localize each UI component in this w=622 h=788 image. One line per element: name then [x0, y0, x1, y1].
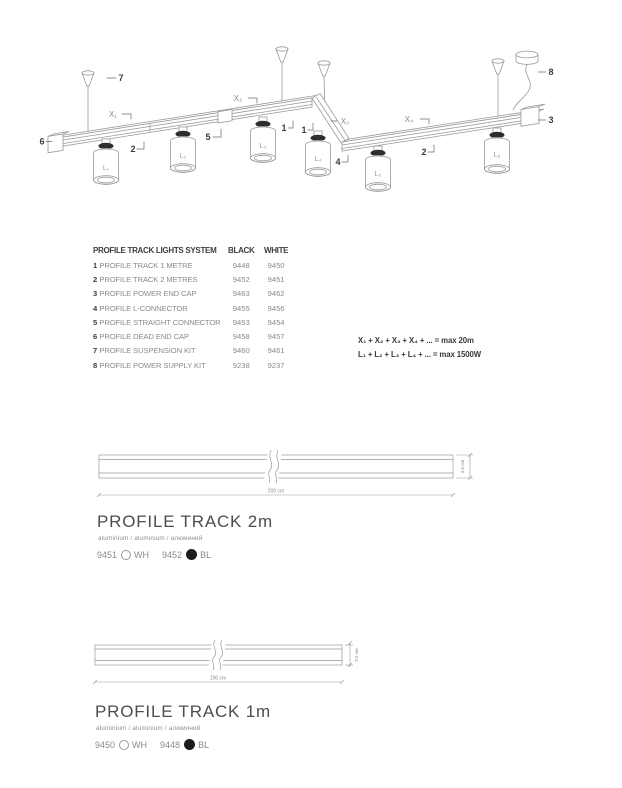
- light-l6-label: L₆: [493, 152, 501, 159]
- suspension-cone-icon: [276, 47, 288, 62]
- code-white: 9450: [95, 739, 116, 750]
- variant-white-label: WH: [132, 739, 148, 750]
- variant-black-label: BL: [200, 549, 212, 560]
- table-row: [93, 301, 293, 315]
- span-x4-label: X₄: [404, 115, 414, 124]
- light-l5-label: L₅: [374, 171, 382, 178]
- system-diagram: [0, 0, 622, 232]
- row-number: 7: [93, 346, 98, 356]
- row-code-black: 9448: [232, 260, 250, 270]
- callout-1a: 1: [281, 123, 287, 133]
- span-x2-label: X₂: [233, 94, 243, 103]
- row-code-black: 9452: [232, 274, 250, 284]
- power-end-cap-icon: [521, 104, 545, 126]
- row-name: PROFILE TRACK 1 METRE: [99, 260, 193, 270]
- length-dimension-label: 100 cm: [209, 675, 227, 682]
- row-code-white: 9457: [267, 332, 285, 342]
- span-x3-label: X₃: [340, 117, 350, 126]
- row-code-white: 9461: [267, 346, 285, 356]
- row-name: PROFILE DEAD END CAP: [99, 332, 189, 342]
- span-x1-label: X₁: [108, 110, 118, 119]
- row-code-white: 9462: [267, 289, 285, 299]
- callout-7: 7: [118, 73, 124, 83]
- table-row: [93, 272, 293, 286]
- length-dimension-label: 200 cm: [267, 488, 285, 495]
- variant-black-label: BL: [198, 739, 210, 750]
- row-number: 5: [93, 317, 98, 327]
- track-run-b: [342, 109, 544, 151]
- callout-8: 8: [548, 67, 554, 77]
- row-name: PROFILE POWER SUPPLY KIT: [99, 360, 206, 370]
- row-code-black: 9238: [232, 360, 250, 370]
- light-l4-label: L₄: [314, 156, 322, 163]
- suspension-cone-icon: [318, 61, 330, 76]
- code-white: 9451: [97, 549, 118, 560]
- row-number: 6: [93, 332, 98, 342]
- max-length-formula: X₁ + X₂ + X₃ + X₄ + ... = max 20m: [358, 336, 474, 345]
- light-l2-label: L₂: [179, 153, 187, 160]
- callout-2a: 2: [130, 144, 136, 154]
- variant-white-label: WH: [134, 549, 150, 560]
- spotlight-l2: [171, 127, 196, 172]
- spotlight-l1: [94, 139, 119, 184]
- table-row: [93, 329, 293, 343]
- row-code-black: 9453: [232, 317, 250, 327]
- table-title: PROFILE TRACK LIGHTS SYSTEM: [93, 246, 217, 255]
- product-1m-materials: aluminium / aluminium / алюминий: [96, 725, 201, 732]
- row-name: PROFILE SUSPENSION KIT: [99, 346, 196, 356]
- white-swatch-icon: [121, 550, 131, 560]
- spotlight-l6: [485, 128, 510, 173]
- callout-3: 3: [548, 115, 554, 125]
- callout-leaders: [46, 72, 546, 162]
- table-row: [93, 358, 293, 372]
- column-white: WHITE: [263, 246, 289, 255]
- callout-4: 4: [335, 157, 341, 167]
- row-name: PROFILE STRAIGHT CONNECTOR: [99, 317, 221, 327]
- parts-table: [93, 243, 293, 372]
- product-2m-codes: [97, 549, 211, 560]
- callout-6: 6: [39, 136, 45, 147]
- white-swatch-icon: [119, 740, 129, 750]
- track-1m-drawing: [88, 638, 378, 693]
- callout-2b: 2: [421, 147, 427, 157]
- row-number: 2: [93, 274, 98, 284]
- parts-table-header: [93, 243, 293, 258]
- black-swatch-icon: [186, 549, 197, 560]
- row-code-white: 9451: [267, 274, 285, 284]
- product-2m-materials: aluminium / aluminium / алюминий: [98, 535, 203, 542]
- product-1m-title: PROFILE TRACK 1m: [95, 702, 271, 721]
- height-dimension-label: 3.5 cm: [354, 648, 359, 662]
- row-name: PROFILE L-CONNECTOR: [99, 303, 188, 313]
- row-code-black: 9455: [232, 303, 250, 313]
- row-number: 8: [93, 360, 98, 370]
- product-2m-title: PROFILE TRACK 2m: [97, 512, 273, 531]
- row-code-black: 9458: [232, 332, 250, 342]
- black-swatch-icon: [184, 739, 195, 750]
- column-black: BLACK: [228, 246, 255, 255]
- callout-1b: 1: [301, 125, 307, 135]
- height-dimension-label: 3.5 cm: [460, 459, 465, 474]
- formulas: [358, 336, 481, 363]
- row-name: PROFILE TRACK 2 METRES: [99, 274, 198, 284]
- light-l3-label: L₃: [259, 143, 267, 150]
- max-power-formula: L₁ + L₂ + L₃ + L₄ + ... = max 1500W: [358, 349, 481, 359]
- row-code-white: 9450: [267, 260, 285, 270]
- code-black: 9452: [162, 549, 183, 560]
- row-code-white: 9237: [267, 360, 285, 370]
- callout-5: 5: [205, 132, 211, 142]
- row-name: PROFILE POWER END CAP: [99, 289, 197, 299]
- row-code-black: 9463: [232, 289, 250, 299]
- table-row: [93, 258, 293, 272]
- row-number: 3: [93, 289, 98, 299]
- product-1m-codes: [95, 739, 209, 750]
- spotlight-l3: [251, 117, 276, 162]
- light-l1-label: L₁: [102, 165, 110, 172]
- spotlight-l4: [306, 131, 331, 176]
- code-black: 9448: [160, 739, 181, 750]
- straight-connector-icon: [218, 110, 232, 124]
- row-number: 4: [93, 303, 98, 313]
- row-code-white: 9454: [267, 317, 285, 327]
- suspension-cone-icon: [82, 71, 94, 86]
- row-number: 1: [93, 260, 98, 270]
- table-row: [93, 315, 293, 329]
- row-code-white: 9456: [267, 303, 285, 313]
- track-2m-drawing: [90, 448, 485, 503]
- suspension-cone-icon: [492, 59, 504, 74]
- row-code-black: 9460: [232, 346, 250, 356]
- table-row: [93, 344, 293, 358]
- power-supply-canopy-icon: [513, 51, 538, 110]
- spotlight-l5: [366, 146, 391, 191]
- table-row: [93, 287, 293, 301]
